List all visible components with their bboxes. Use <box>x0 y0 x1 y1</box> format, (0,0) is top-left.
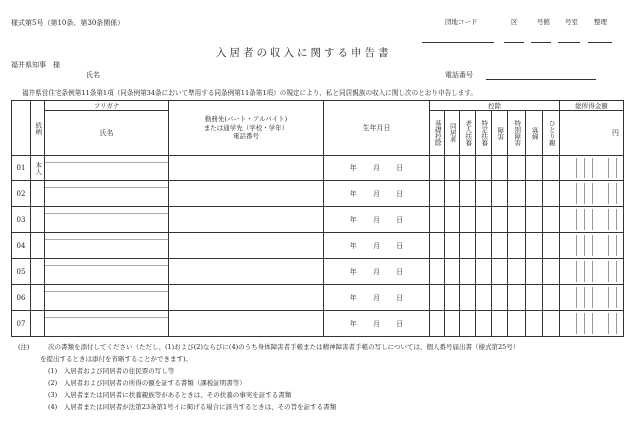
table-row <box>12 311 624 337</box>
check-cell[interactable] <box>508 156 526 181</box>
income-cell[interactable] <box>560 233 624 259</box>
deduction-elderly: 老人扶養 <box>460 111 476 156</box>
phone-label: 電話番号 <box>445 71 473 79</box>
work-cell[interactable] <box>169 311 324 337</box>
box-label-seiri: 整理 <box>594 18 607 26</box>
deduction-widow: 寡婦 <box>526 111 543 156</box>
box-field-ku[interactable] <box>504 42 524 43</box>
work-cell[interactable] <box>169 259 324 285</box>
check-cell[interactable] <box>492 285 508 311</box>
relation-cell[interactable] <box>31 233 45 259</box>
row-number: 02 <box>12 181 31 207</box>
deduction-basic: 基礎控除 <box>430 111 445 156</box>
income-cell[interactable] <box>560 156 624 181</box>
relation-cell[interactable] <box>31 259 45 285</box>
check-cell[interactable] <box>508 311 526 337</box>
income-table <box>11 100 624 337</box>
deduction-single-parent: ひとり親 <box>543 111 560 156</box>
deduction-special-disability: 特別障害 <box>508 111 526 156</box>
check-cell[interactable] <box>492 156 508 181</box>
relation-cell[interactable] <box>31 181 45 207</box>
deduction-disability: 障害 <box>492 111 508 156</box>
notes-label: (注) <box>18 343 30 351</box>
box-label-danchi-code: 団地コード <box>445 18 478 26</box>
check-cell[interactable] <box>492 207 508 233</box>
income-cell[interactable] <box>560 207 624 233</box>
check-cell[interactable] <box>460 207 476 233</box>
dob-cell[interactable]: 年 月 日 <box>324 311 430 337</box>
check-cell[interactable] <box>476 259 492 285</box>
box-field-seiri[interactable] <box>588 42 612 43</box>
dob-cell[interactable]: 年 月 日 <box>324 156 430 181</box>
income-header: 総所得金額 <box>560 101 624 111</box>
check-cell[interactable] <box>476 311 492 337</box>
relation-cell[interactable]: 本人 <box>31 156 45 181</box>
check-cell[interactable] <box>460 156 476 181</box>
notes-main: 次の書類を添付してください（ただし、(1)および(2)ならびに(4)のうち身体障害者手帳または精神障害者手帳の写しについては、個人番号届出書（様式第25号） <box>48 343 520 351</box>
dob-cell[interactable]: 年 月 日 <box>324 181 430 207</box>
check-cell[interactable] <box>476 285 492 311</box>
relation-cell[interactable] <box>31 207 45 233</box>
check-cell[interactable] <box>508 181 526 207</box>
check-cell[interactable] <box>543 207 560 233</box>
check-cell[interactable] <box>476 233 492 259</box>
row-number: 01 <box>12 156 31 181</box>
work-cell[interactable] <box>169 156 324 181</box>
check-cell[interactable] <box>492 311 508 337</box>
table-row <box>12 233 624 259</box>
table-row <box>12 181 624 207</box>
check-cell[interactable] <box>430 156 445 181</box>
check-cell[interactable] <box>526 207 543 233</box>
box-field-gokan[interactable] <box>531 42 551 43</box>
row-no-header <box>12 101 31 156</box>
name-cell[interactable] <box>45 311 169 337</box>
check-cell[interactable] <box>526 181 543 207</box>
check-cell[interactable] <box>508 207 526 233</box>
box-label-gokan: 号館 <box>537 18 550 26</box>
table-row <box>12 259 624 285</box>
phone-field[interactable] <box>486 79 596 80</box>
work-cell[interactable] <box>169 181 324 207</box>
name-header: 氏名 <box>45 111 169 156</box>
box-label-ku: 区 <box>511 18 518 26</box>
income-cell[interactable] <box>560 285 624 311</box>
work-cell[interactable] <box>169 207 324 233</box>
dob-cell[interactable]: 年 月 日 <box>324 285 430 311</box>
relation-cell[interactable] <box>31 285 45 311</box>
deduction-cohabitant: 同居者 <box>445 111 460 156</box>
check-cell[interactable] <box>460 233 476 259</box>
box-field-danchi-code[interactable] <box>422 42 494 43</box>
dob-cell[interactable]: 年 月 日 <box>324 259 430 285</box>
check-cell[interactable] <box>445 259 460 285</box>
intro-text: 福井県営住宅条例第11条第1項（同条例第34条において準用する同条例第11条第1項）の規定により、私と同居親族の収入に関し次のとおり申告します。 <box>22 89 478 97</box>
check-cell[interactable] <box>543 181 560 207</box>
applicant-name-label: 氏名 <box>86 71 100 79</box>
relation-cell[interactable] <box>31 311 45 337</box>
name-cell[interactable] <box>45 233 169 259</box>
relation-header: 続柄 <box>31 101 45 156</box>
notes-item: (2) 入居者および同居者の所得の額を証する書類（課税証明書等） <box>48 379 246 387</box>
check-cell[interactable] <box>526 311 543 337</box>
check-cell[interactable] <box>445 285 460 311</box>
page-title: 入居者の収入に関する申告書 <box>216 47 392 59</box>
check-cell[interactable] <box>445 233 460 259</box>
check-cell[interactable] <box>460 259 476 285</box>
notes-main-cont: を提出するときは添付を省略することができます)。 <box>40 355 193 363</box>
name-cell[interactable] <box>45 156 169 181</box>
work-header: 勤務先(パート・アルバイト) または通学先（学校・学年） 電話番号 <box>169 101 324 156</box>
table-row <box>12 285 624 311</box>
check-cell[interactable] <box>476 207 492 233</box>
check-cell[interactable] <box>526 233 543 259</box>
form-number: 様式第5号（第10条、第30条関係） <box>11 19 125 27</box>
row-number: 03 <box>12 207 31 233</box>
check-cell[interactable] <box>526 259 543 285</box>
check-cell[interactable] <box>492 181 508 207</box>
check-cell[interactable] <box>430 285 445 311</box>
check-cell[interactable] <box>508 233 526 259</box>
income-cell[interactable] <box>560 311 624 337</box>
income-cell[interactable] <box>560 259 624 285</box>
work-cell[interactable] <box>169 233 324 259</box>
check-cell[interactable] <box>526 285 543 311</box>
row-number: 04 <box>12 233 31 259</box>
check-cell[interactable] <box>430 311 445 337</box>
check-cell[interactable] <box>508 259 526 285</box>
notes-item: (1) 入居者および同居者の住民票の写し等 <box>48 367 175 375</box>
row-number: 06 <box>12 285 31 311</box>
box-label-goshitsu: 号室 <box>565 18 578 26</box>
check-cell[interactable] <box>492 233 508 259</box>
furigana-header: フリガナ <box>45 101 169 111</box>
row-number: 05 <box>12 259 31 285</box>
check-cell[interactable] <box>445 311 460 337</box>
box-field-goshitsu[interactable] <box>558 42 580 43</box>
notes-item: (3) 入居者または同居者に扶養親族等があるときは、その扶養の事実を証する書類 <box>48 391 292 399</box>
check-cell[interactable] <box>445 181 460 207</box>
notes-item: (4) 入居者または同居者が法第23条第1号イに掲げる場合に該当するときは、その旨を証する書類 <box>48 403 337 411</box>
check-cell[interactable] <box>543 285 560 311</box>
check-cell[interactable] <box>430 233 445 259</box>
name-cell[interactable] <box>45 285 169 311</box>
check-cell[interactable] <box>543 156 560 181</box>
check-cell[interactable] <box>460 285 476 311</box>
check-cell[interactable] <box>460 181 476 207</box>
name-cell[interactable] <box>45 259 169 285</box>
check-cell[interactable] <box>476 156 492 181</box>
deduction-specific: 特定扶養 <box>476 111 492 156</box>
applicant-name-field[interactable] <box>100 80 255 81</box>
check-cell[interactable] <box>460 311 476 337</box>
check-cell[interactable] <box>508 285 526 311</box>
deduction-header: 控除 <box>430 101 560 111</box>
check-cell[interactable] <box>543 259 560 285</box>
check-cell[interactable] <box>430 207 445 233</box>
name-cell[interactable] <box>45 207 169 233</box>
dob-cell[interactable]: 年 月 日 <box>324 233 430 259</box>
yen-header: 円 <box>560 111 624 156</box>
check-cell[interactable] <box>543 311 560 337</box>
dob-header: 生年月日 <box>324 101 430 156</box>
check-cell[interactable] <box>492 259 508 285</box>
addressee: 福井県知事 様 <box>11 61 60 69</box>
row-number: 07 <box>12 311 31 337</box>
dob-cell[interactable]: 年 月 日 <box>324 207 430 233</box>
check-cell[interactable] <box>430 181 445 207</box>
table-row <box>12 207 624 233</box>
check-cell[interactable] <box>445 207 460 233</box>
income-cell[interactable] <box>560 181 624 207</box>
check-cell[interactable] <box>430 259 445 285</box>
check-cell[interactable] <box>526 156 543 181</box>
check-cell[interactable] <box>445 156 460 181</box>
check-cell[interactable] <box>476 181 492 207</box>
work-cell[interactable] <box>169 285 324 311</box>
name-cell[interactable] <box>45 181 169 207</box>
check-cell[interactable] <box>543 233 560 259</box>
table-row <box>12 156 624 181</box>
